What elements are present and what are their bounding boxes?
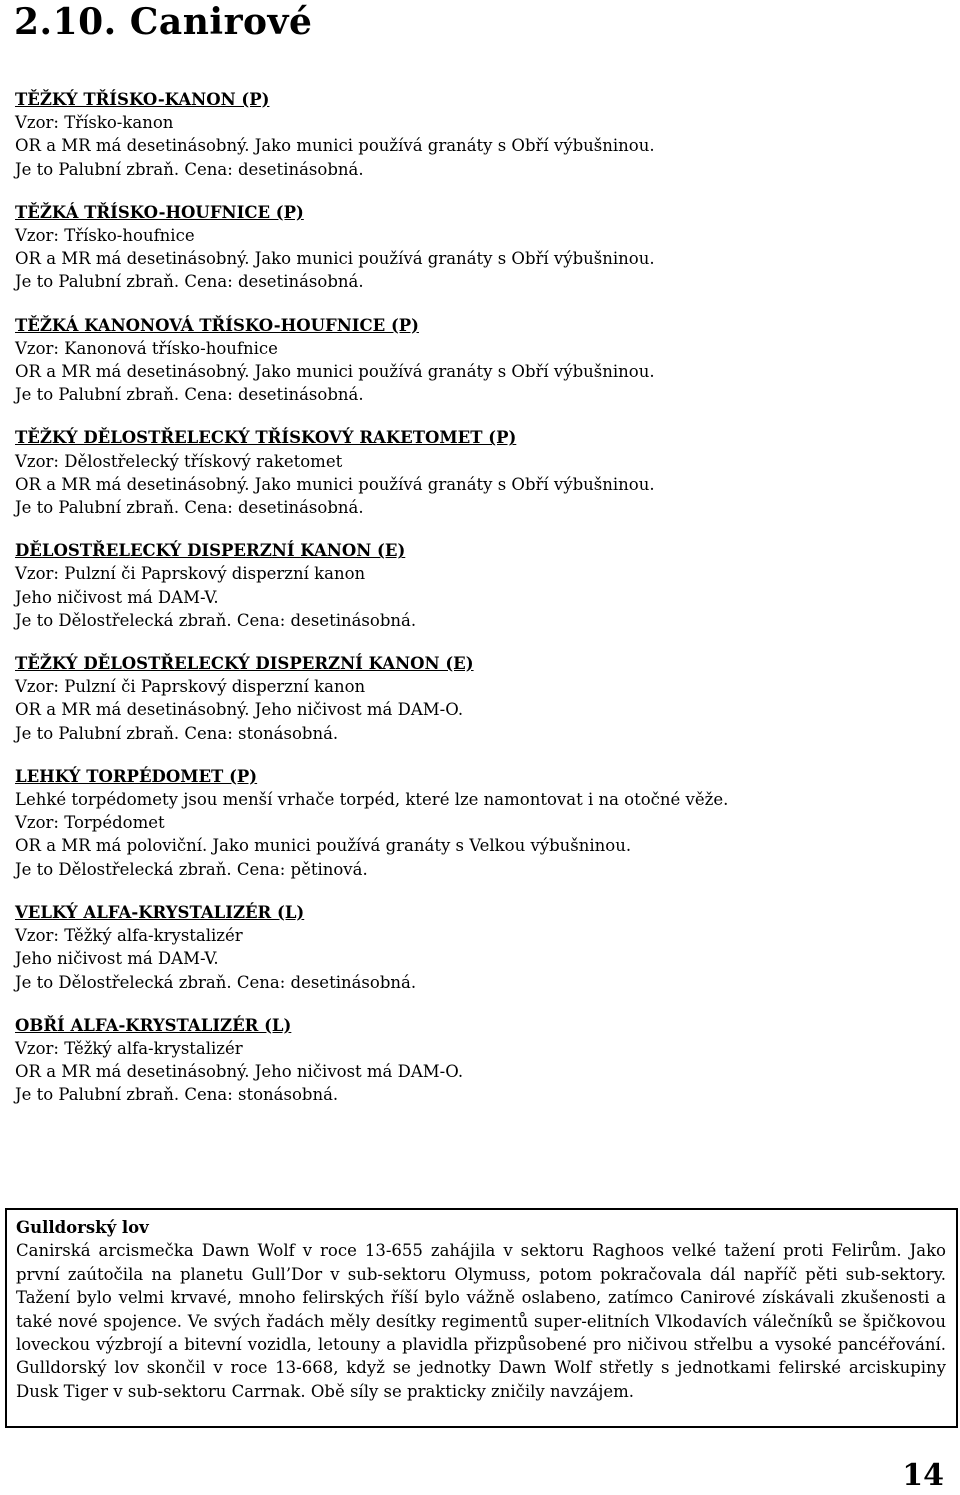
weapon-entry-line: Je to Palubní zbraň. Cena: desetinásobná. (15, 385, 364, 405)
weapon-entry (15, 314, 945, 407)
weapon-entry-line: Vzor: Pulzní či Paprskový disperzní kanon (15, 677, 366, 697)
weapon-entry-line: Vzor: Torpédomet (15, 813, 165, 833)
weapon-entry (15, 539, 945, 632)
weapon-entry-line: Vzor: Kanonová třísko-houfnice (15, 338, 278, 358)
weapon-entry-title: TĚŽKÁ KANONOVÁ TŘÍSKO-HOUFNICE (P) (15, 315, 419, 335)
weapon-entry-line: Vzor: Třísko-kanon (15, 113, 174, 133)
weapon-entry (15, 765, 945, 881)
lore-box (5, 1208, 958, 1428)
weapon-entry-line: Je to Palubní zbraň. Cena: desetinásobná. (15, 498, 364, 518)
weapon-entry-title: TĚŽKÝ DĚLOSTŘELECKÝ DISPERZNÍ KANON (E) (15, 654, 474, 674)
weapon-entry-line: OR a MR má poloviční. Jako munici používá granáty s Velkou výbušninou. (15, 836, 632, 856)
weapon-entry-line: Je to Palubní zbraň. Cena: desetinásobná. (15, 272, 364, 292)
weapon-entry (15, 1014, 945, 1107)
page-number: 14 (902, 1458, 944, 1493)
weapon-entry-line: Vzor: Těžký alfa-krystalizér (15, 926, 243, 946)
weapon-entry-line: Vzor: Dělostřelecký třískový raketomet (15, 451, 343, 471)
weapon-entry-line: Je to Palubní zbraň. Cena: desetinásobná. (15, 159, 364, 179)
weapon-entry-title: OBŘÍ ALFA-KRYSTALIZÉR (L) (15, 1015, 292, 1035)
weapon-entry-line: Jeho ničivost má DAM-V. (15, 587, 219, 607)
weapon-entry-line: OR a MR má desetinásobný. Jako munici používá granáty s Obří výbušninou. (15, 474, 655, 494)
weapon-entry (15, 88, 945, 181)
page-title: 2.10. Canirové (14, 1, 313, 43)
weapon-entry-line: Je to Palubní zbraň. Cena: stonásobná. (15, 1085, 339, 1105)
weapon-entry-line: Je to Palubní zbraň. Cena: stonásobná. (15, 723, 339, 743)
weapon-entry-title: TĚŽKÁ TŘÍSKO-HOUFNICE (P) (15, 202, 304, 222)
weapon-entries (15, 88, 945, 1127)
weapon-entry-line: Lehké torpédomety jsou menší vrhače torpéd, které lze namontovat i na otočné věže. (15, 790, 729, 810)
weapon-entry-line: OR a MR má desetinásobný. Jeho ničivost má DAM-O. (15, 700, 464, 720)
weapon-entry-line: Jeho ničivost má DAM-V. (15, 949, 219, 969)
lore-box-text: Canirská arcismečka Dawn Wolf v roce 13-655 zahájila v sektoru Raghoos velké tažení proti Felirům. Jako první zaútočila na planetu Gull’Dor v sub-sektoru Olymuss, potom pokračovala dál napříč pěti sub-sektory. Tažení bylo velmi krvavé, mnoho felirských říší bylo vážně oslabeno, zatímco Canirové získávali zkušenosti a také nové spojence. Ve svých řadách měly desítky regimentů super-elitních Vlkodavích válečníků se špičkovou loveckou výzbrojí a bitevní vozidla, letouny a plavidla přizpůsobené pro ničivou střelbu a vysoké pancéřování. Gulldorský lov skončil v roce 13-668, když se jednotky Dawn Wolf střetly s jednotkami felirské arciskupiny Dusk Tiger v sub-sektoru Carrnak. Obě síly se prakticky zničily navzájem. (16, 1241, 946, 1401)
weapon-entry-line: Vzor: Těžký alfa-krystalizér (15, 1038, 243, 1058)
weapon-entry-line: Vzor: Pulzní či Paprskový disperzní kanon (15, 564, 366, 584)
weapon-entry (15, 201, 945, 294)
weapon-entry (15, 652, 945, 745)
weapon-entry-line: OR a MR má desetinásobný. Jako munici používá granáty s Obří výbušninou. (15, 136, 655, 156)
weapon-entry-line: Je to Dělostřelecká zbraň. Cena: pětinová. (15, 859, 368, 879)
weapon-entry (15, 901, 945, 994)
weapon-entry-line: OR a MR má desetinásobný. Jako munici používá granáty s Obří výbušninou. (15, 362, 655, 382)
weapon-entry-title: TĚŽKÝ TŘÍSKO-KANON (P) (15, 90, 270, 109)
weapon-entry-line: Je to Dělostřelecká zbraň. Cena: desetinásobná. (15, 610, 417, 630)
weapon-entry-line: OR a MR má desetinásobný. Jeho ničivost má DAM-O. (15, 1062, 464, 1082)
weapon-entry-line: Je to Dělostřelecká zbraň. Cena: desetinásobná. (15, 972, 417, 992)
weapon-entry-title: LEHKÝ TORPÉDOMET (P) (15, 766, 258, 786)
lore-box-title: Gulldorský lov (16, 1218, 149, 1237)
weapon-entry-title: DĚLOSTŘELECKÝ DISPERZNÍ KANON (E) (15, 541, 406, 561)
weapon-entry-line: Vzor: Třísko-houfnice (15, 226, 195, 246)
weapon-entry-title: TĚŽKÝ DĚLOSTŘELECKÝ TŘÍSKOVÝ RAKETOMET (P) (15, 428, 517, 448)
weapon-entry-line: OR a MR má desetinásobný. Jako munici používá granáty s Obří výbušninou. (15, 249, 655, 269)
weapon-entry (15, 426, 945, 519)
weapon-entry-title: VELKÝ ALFA-KRYSTALIZÉR (L) (15, 902, 305, 922)
